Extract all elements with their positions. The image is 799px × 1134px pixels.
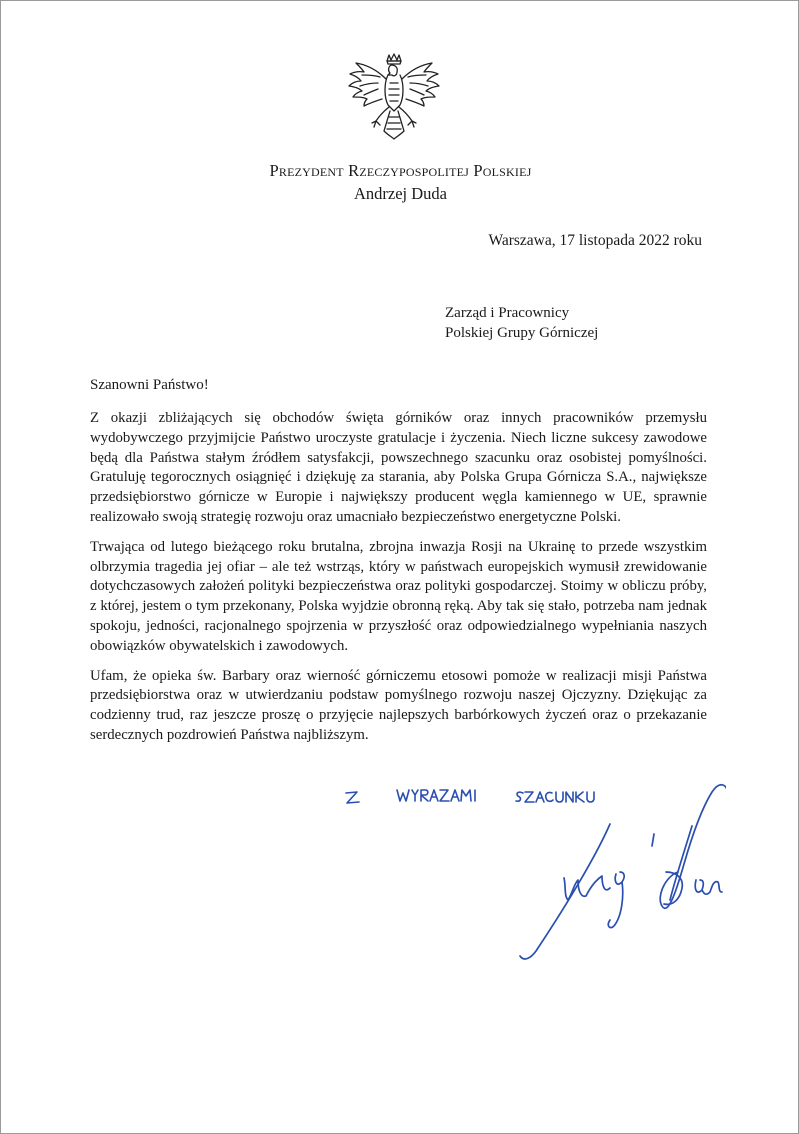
body-paragraph: Ufam, że opieka św. Barbary oraz wierność górniczemu etosowi pomoże w realizacji misji Państwa przedsiębiorstwa oraz w utwierdzaniu podstaw pomyślnego rozwoju naszej Ojczyzny. Dziękując za codzienny trud, raz jeszcze proszę o przyjęcie najlepszych barbórkowych życzeń oraz o przekazanie serdecznych pozdrowień Państwa najbliższym.: [90, 667, 707, 743]
salutation: Szanowni Państwo!: [90, 377, 209, 393]
handwritten-signature-icon: [506, 776, 726, 976]
date-line: Warszawa, 17 listopada 2022 roku: [488, 232, 702, 249]
body-paragraph: Z okazji zbliżających się obchodów święta górników oraz innych pracowników przemysłu wydobywczego przyjmijcie Państwo uroczyste gratulacje i życzenia. Niech liczne sukcesy zawodowe będą dla Państwa stałym źródłem satysfakcji, powszechnego szacunku oraz osobistej pomyślności. Gratuluję tegorocznych osiągnięć i dziękuję za starania, aby Polska Grupa Górnicza S.A., największe przedsiębiorstwo górnicze w Europie i największy producent węgla kamiennego w UE, sprawnie realizowało swoją strategię rozwoju oraz umacniało bezpieczeństwo energetyczne Polski.: [90, 410, 707, 525]
letter-body: [90, 409, 707, 756]
body-paragraph: Trwająca od lutego bieżącego roku brutalna, zbrojna inwazja Rosji na Ukrainę to przede wszystkim olbrzymia tragedia jej ofiar – ale też wstrząs, który w państwach europejskich wymusił zrewidowanie dotychczasowych założeń polityki bezpieczeństwa oraz polityki gospodarczej. Stoimy w obliczu próby, z której, jestem o tym przekonany, Polska wyjdzie obronną ręką. Aby tak się stało, potrzeba nam jednak spokoju, jedności, racjonalnego spojrzenia w przyszłość oraz odpowiedzialnego wypełniania naszych obowiązków obywatelskich i zawodowych.: [90, 538, 707, 654]
white-eagle-emblem-icon: [344, 53, 444, 145]
recipient-line: Polskiej Grupy Górniczej: [445, 325, 599, 341]
recipient-block: [445, 303, 598, 343]
president-title: Prezydent Rzeczypospolitej Polskiej: [269, 161, 532, 180]
recipient-line: Zarząd i Pracownicy: [445, 305, 570, 321]
president-name: Andrzej Duda: [353, 184, 447, 203]
